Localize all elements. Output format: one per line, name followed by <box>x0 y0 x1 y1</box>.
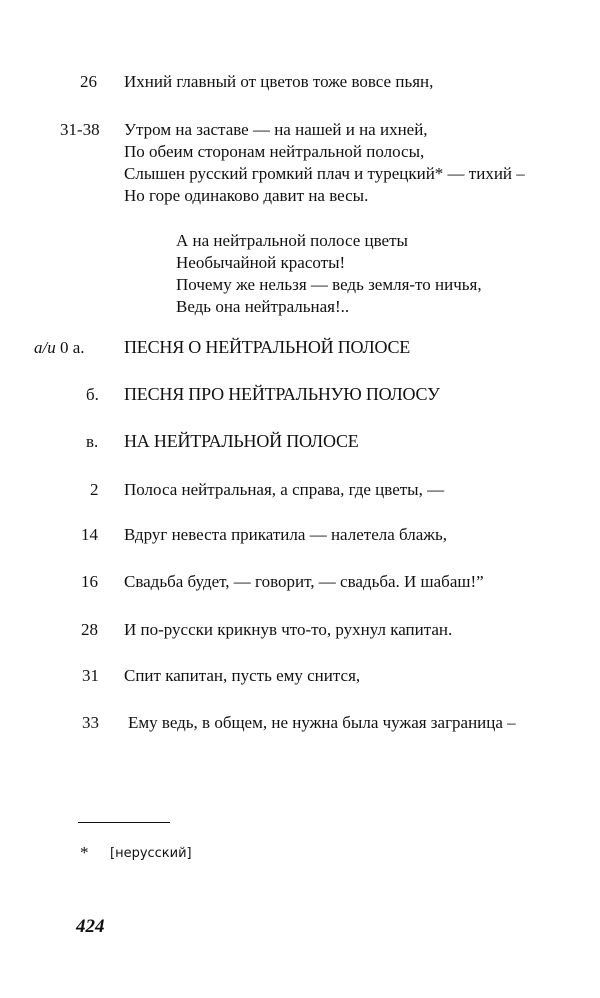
variant-label: б. <box>86 385 99 404</box>
footnote-text: [нерусский] <box>110 846 192 861</box>
line-number: 33 <box>82 713 99 732</box>
variant-title: ПЕСНЯ О НЕЙТРАЛЬНОЙ ПОЛОСЕ <box>124 337 411 357</box>
line-number: 16 <box>81 572 98 591</box>
verse-line: Полоса нейтральная, а справа, где цветы, — <box>124 480 445 499</box>
verse-line: Необычайной красоты! <box>176 253 346 272</box>
footnote-mark: * <box>80 843 89 862</box>
verse-line: Свадьба будет, — говорит, — свадьба. И шабаш!” <box>124 572 484 591</box>
variant-prefix: а/и 0 а. <box>34 338 85 357</box>
verse-line: Ведь она нейтральная!.. <box>176 297 350 316</box>
verse-line: Почему же нельзя — ведь земля-то ничья, <box>176 275 482 294</box>
verse-line: Но горе одинаково давит на весы. <box>124 186 369 205</box>
variant-title: ПЕСНЯ ПРО НЕЙТРАЛЬНУЮ ПОЛОСУ <box>124 384 440 404</box>
line-number: 26 <box>80 72 97 91</box>
stanza <box>124 120 525 208</box>
verse-line: Утром на заставе — на нашей и на ихней, <box>124 120 428 139</box>
verse-line: Слышен русский громкий плач и турецкий* — тихий – <box>124 164 525 183</box>
page-number: 424 <box>76 916 105 937</box>
verse-line: Вдруг невеста прикатила — налетела блажь, <box>124 525 448 544</box>
refrain <box>176 231 482 319</box>
line-number: 14 <box>81 525 98 544</box>
line-number: 28 <box>81 620 98 639</box>
variant-label: в. <box>86 432 99 451</box>
variant-title: НА НЕЙТРАЛЬНОЙ ПОЛОСЕ <box>124 431 359 451</box>
verse-line: Ихний главный от цветов тоже вовсе пьян, <box>124 72 434 91</box>
verse-line: По обеим сторонам нейтральной полосы, <box>124 142 425 161</box>
line-number: 31 <box>82 666 99 685</box>
footnote-rule <box>78 822 170 823</box>
line-number: 31-38 <box>60 120 100 139</box>
verse-line: А на нейтральной полосе цветы <box>176 231 408 250</box>
verse-line: И по-русски крикнув что-то, рухнул капитан. <box>124 620 453 639</box>
verse-line: Спит капитан, пусть ему снится, <box>124 666 361 685</box>
verse-line: Ему ведь, в общем, не нужна была чужая заграница – <box>128 713 516 732</box>
line-number: 2 <box>90 480 99 499</box>
